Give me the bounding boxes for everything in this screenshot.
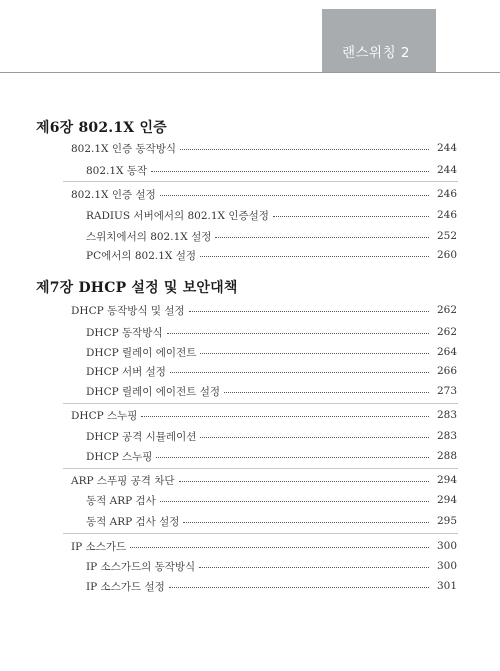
toc-entry-page: 266 xyxy=(436,365,457,377)
toc-entry-page: 300 xyxy=(436,560,457,572)
toc-entry-page: 300 xyxy=(436,540,457,552)
toc-entry-page: 262 xyxy=(436,304,457,316)
header-tab-label: 랜스위칭 2 xyxy=(341,45,410,61)
toc-entry[interactable] xyxy=(86,428,457,444)
toc-entry-title: DHCP 공격 시뮬레이션 xyxy=(86,430,197,443)
dot-leader xyxy=(189,311,429,312)
group-divider xyxy=(63,533,458,534)
toc-entry-page: 295 xyxy=(436,515,457,527)
dot-leader xyxy=(224,392,429,393)
dot-leader xyxy=(160,501,429,502)
dot-leader xyxy=(141,416,429,417)
toc-entry-page: 244 xyxy=(436,142,457,154)
toc-entry-title: 동적 ARP 검사 xyxy=(86,494,156,507)
dot-leader xyxy=(130,547,429,548)
toc-entry-page: 246 xyxy=(436,188,457,200)
dot-leader xyxy=(183,522,429,523)
toc-entry[interactable] xyxy=(71,302,457,318)
toc-entry-title: DHCP 서버 설정 xyxy=(86,365,166,378)
toc-entry-page: 244 xyxy=(436,164,457,176)
toc-entry-title: DHCP 릴레이 에이전트 xyxy=(86,346,197,359)
toc-entry[interactable] xyxy=(86,383,457,399)
toc-entry-title: 802.1X 인증 동작방식 xyxy=(71,142,177,155)
dot-leader xyxy=(169,587,429,588)
toc-entry-page: 294 xyxy=(436,494,457,506)
toc-entry[interactable] xyxy=(86,578,457,594)
group-divider xyxy=(63,468,458,469)
chapter-7-title: 제7장 DHCP 설정 및 보안대책 xyxy=(36,280,238,296)
toc-entry-title: 802.1X 동작 xyxy=(86,164,148,177)
toc-entry-page: 262 xyxy=(436,326,457,338)
toc-entry-title: DHCP 동작방식 xyxy=(86,326,163,339)
toc-entry-page: 283 xyxy=(436,430,457,442)
toc-entry[interactable] xyxy=(86,492,457,508)
toc-entry[interactable] xyxy=(71,186,457,202)
toc-entry-title: PC에서의 802.1X 설정 xyxy=(86,249,197,262)
toc-entry[interactable] xyxy=(71,407,457,423)
dot-leader xyxy=(215,237,429,238)
toc-entry[interactable] xyxy=(86,228,457,244)
dot-leader xyxy=(170,372,429,373)
toc-entry-page: 301 xyxy=(436,580,457,592)
group-divider xyxy=(63,403,458,404)
toc-entry-page: 264 xyxy=(436,346,457,358)
toc-entry[interactable] xyxy=(86,448,457,464)
toc-entry[interactable] xyxy=(86,162,457,178)
dot-leader xyxy=(273,216,429,217)
toc-entry-page: 288 xyxy=(436,450,457,462)
toc-entry[interactable] xyxy=(71,140,457,156)
toc-entry-title: IP 소스가드 xyxy=(71,540,127,553)
toc-entry[interactable] xyxy=(86,363,457,379)
toc-entry-title: DHCP 동작방식 및 설정 xyxy=(71,304,185,317)
toc-entry[interactable] xyxy=(71,538,457,554)
dot-leader xyxy=(179,481,429,482)
toc-entry[interactable] xyxy=(86,207,457,223)
dot-leader xyxy=(199,567,429,568)
toc-entry-title: IP 소스가드의 동작방식 xyxy=(86,560,196,573)
toc-entry-page: 260 xyxy=(436,249,457,261)
toc-entry[interactable] xyxy=(86,247,457,263)
toc-entry-title: RADIUS 서버에서의 802.1X 인증설정 xyxy=(86,209,269,222)
toc-entry[interactable] xyxy=(86,513,457,529)
dot-leader xyxy=(200,437,429,438)
toc-entry-page: 294 xyxy=(436,474,457,486)
dot-leader xyxy=(160,195,429,196)
toc-entry[interactable] xyxy=(86,558,457,574)
dot-leader xyxy=(200,353,429,354)
toc-entry[interactable] xyxy=(86,344,457,360)
toc-entry-title: DHCP 릴레이 에이전트 설정 xyxy=(86,385,220,398)
toc-entry-title: DHCP 스누핑 xyxy=(86,450,153,463)
chapter-6-title: 제6장 802.1X 인증 xyxy=(36,120,167,136)
toc-entry-title: IP 소스가드 설정 xyxy=(86,580,165,593)
toc-entry[interactable] xyxy=(71,472,457,488)
toc-entry-title: 동적 ARP 검사 설정 xyxy=(86,515,180,528)
dot-leader xyxy=(151,171,429,172)
group-divider xyxy=(63,181,458,182)
dot-leader xyxy=(200,256,429,257)
toc-entry-page: 273 xyxy=(436,385,457,397)
dot-leader xyxy=(156,457,429,458)
toc-entry-title: DHCP 스누핑 xyxy=(71,409,138,422)
toc-entry-title: ARP 스푸핑 공격 차단 xyxy=(71,474,175,487)
toc-entry[interactable] xyxy=(86,324,457,340)
toc-entry-page: 252 xyxy=(436,230,457,242)
toc-entry-title: 802.1X 인증 설정 xyxy=(71,188,156,201)
toc-entry-title: 스위치에서의 802.1X 설정 xyxy=(86,230,212,243)
toc-entry-page: 283 xyxy=(436,409,457,421)
chapter-header-tab xyxy=(322,9,436,72)
toc-entry-page: 246 xyxy=(436,209,457,221)
header-rule xyxy=(0,72,500,73)
dot-leader xyxy=(167,333,429,334)
dot-leader xyxy=(180,149,429,150)
